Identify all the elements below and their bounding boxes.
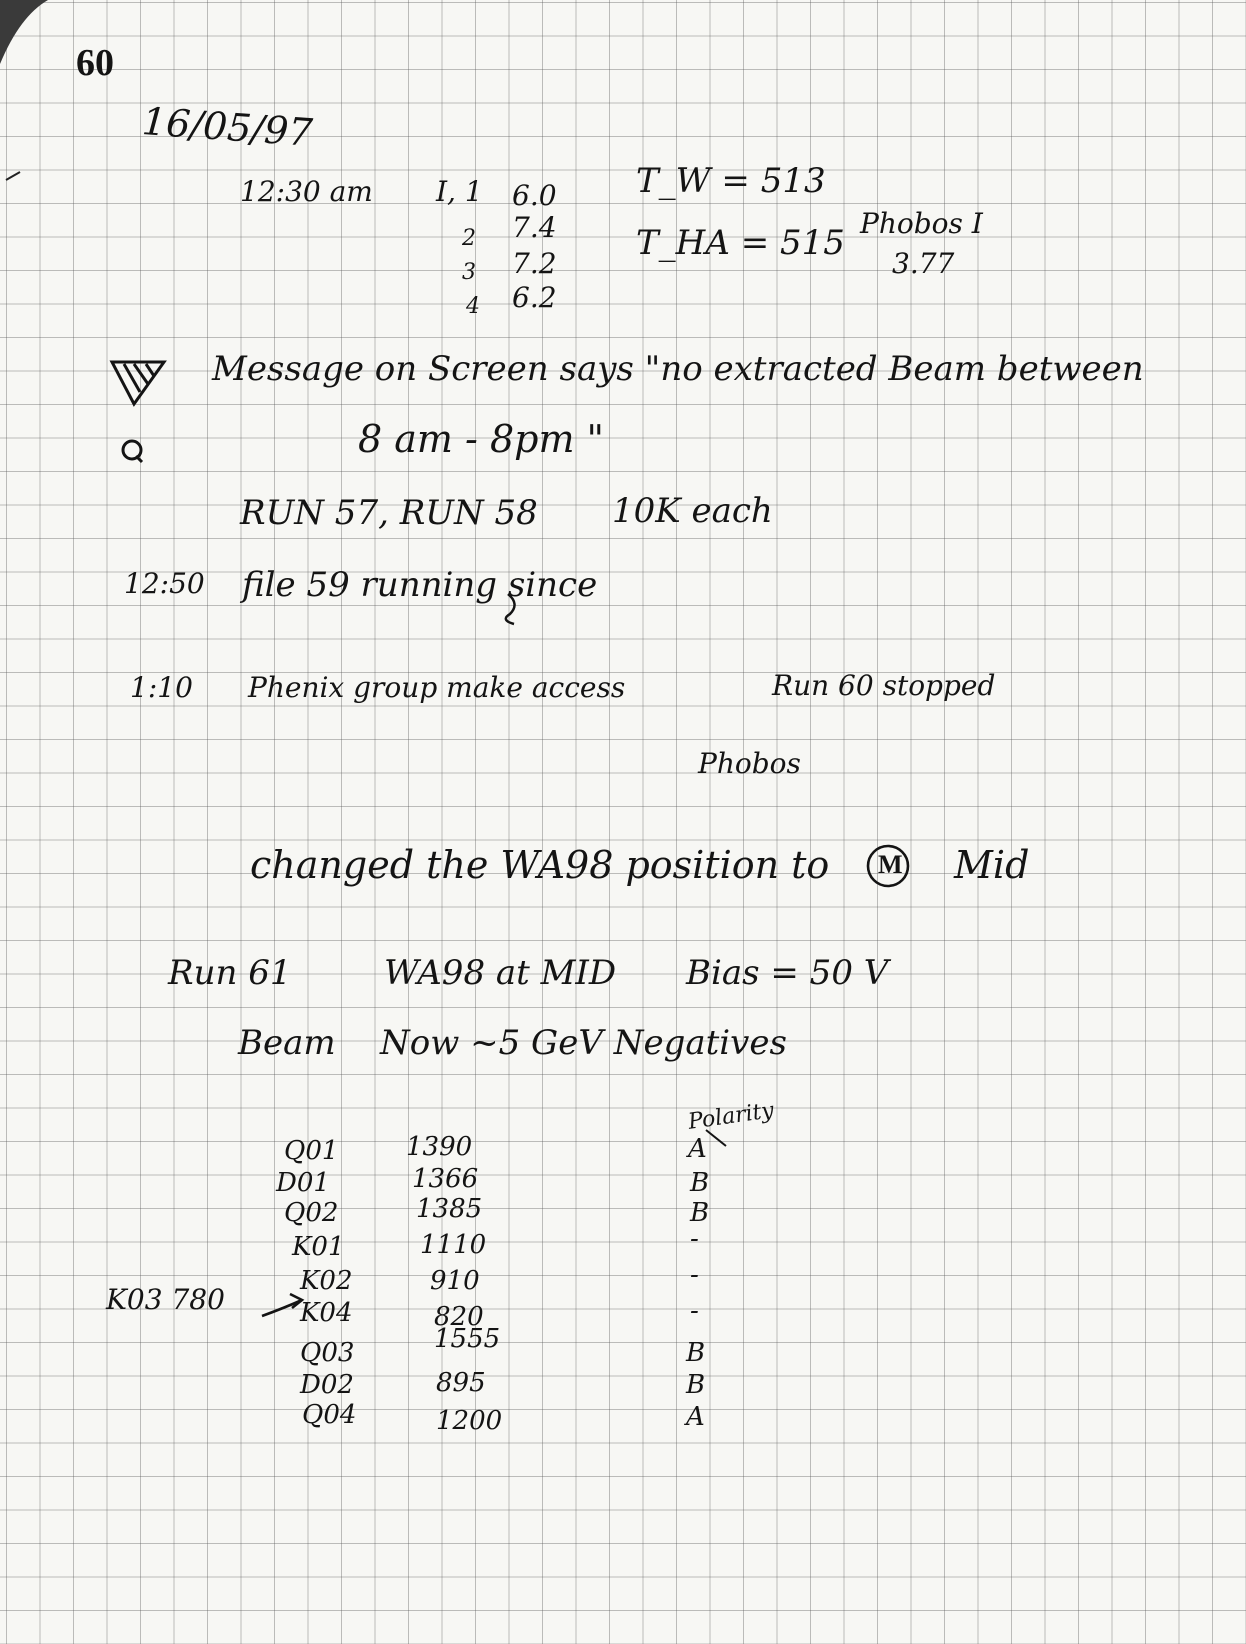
magnet-value: 1385 bbox=[416, 1194, 483, 1224]
magnet-polarity: B bbox=[686, 1338, 706, 1368]
magnet-name: Q02 bbox=[284, 1198, 339, 1228]
magnet-polarity: B bbox=[690, 1168, 710, 1198]
t-ha-reading: T_HA = 515 bbox=[636, 223, 845, 263]
magnet-name: Q03 bbox=[300, 1338, 355, 1368]
magnet-polarity: - bbox=[690, 1224, 699, 1254]
magnet-name: D02 bbox=[300, 1370, 354, 1400]
current-value-4: 6.2 bbox=[512, 281, 557, 314]
magnet-name: K01 bbox=[292, 1232, 345, 1262]
warning-triangle-icon bbox=[112, 362, 164, 404]
mid-text: Mid bbox=[954, 843, 1030, 887]
run61-wa98: WA98 at MID bbox=[384, 953, 617, 993]
run61-bias: Bias = 50 V bbox=[686, 953, 889, 993]
message-line-2: 8 am - 8pm " bbox=[358, 417, 605, 461]
current-value-3: 7.2 bbox=[512, 247, 557, 280]
current-label-4: 4 bbox=[466, 294, 480, 319]
beam-label: Beam bbox=[238, 1023, 336, 1063]
magnet-value: 1200 bbox=[436, 1406, 503, 1436]
entry-110-text: Phenix group make access bbox=[248, 671, 626, 704]
page-corner-shadow bbox=[0, 0, 48, 64]
date: 16/05/97 bbox=[140, 99, 314, 155]
entry-1250-text: file 59 running since bbox=[242, 565, 598, 605]
entry-110-time: 1:10 bbox=[130, 671, 193, 704]
magnet-value: 1110 bbox=[420, 1230, 487, 1260]
runs-count: 10K each bbox=[612, 491, 773, 531]
magnet-polarity: - bbox=[690, 1296, 699, 1326]
magnet-value: 1555 bbox=[434, 1324, 501, 1354]
margin-tick bbox=[6, 172, 20, 180]
entry-1250-time: 12:50 bbox=[124, 567, 205, 600]
page-number: 60 bbox=[76, 42, 114, 84]
magnet-value: 1366 bbox=[412, 1164, 479, 1194]
magnet-value: 910 bbox=[430, 1266, 480, 1296]
current-label-1: I, 1 bbox=[436, 175, 483, 208]
magnet-name: Q04 bbox=[302, 1400, 357, 1430]
beam-now-text: Now ~5 GeV Negatives bbox=[380, 1023, 787, 1063]
reading-time: 12:30 am bbox=[240, 175, 373, 208]
current-value-1: 6.0 bbox=[512, 179, 557, 212]
runs-text: RUN 57, RUN 58 bbox=[240, 493, 538, 533]
magnet-polarity: B bbox=[686, 1370, 706, 1400]
magnet-name: K04 bbox=[300, 1298, 353, 1328]
position-change-text: changed the WA98 position to bbox=[250, 843, 830, 887]
magnet-polarity: A bbox=[688, 1134, 707, 1164]
mid-circle-letter: M bbox=[878, 850, 903, 879]
magnet-polarity: - bbox=[690, 1260, 699, 1290]
phobos-note: Phobos bbox=[698, 747, 801, 780]
circled-q-mark-icon bbox=[123, 441, 142, 462]
magnet-value: 820 bbox=[434, 1302, 484, 1332]
magnet-polarity: A bbox=[686, 1402, 705, 1432]
current-value-2: 7.4 bbox=[512, 211, 557, 244]
phobos-label: Phobos I bbox=[860, 207, 983, 240]
t-w-reading: T_W = 513 bbox=[636, 161, 826, 201]
magnet-polarity: B bbox=[690, 1198, 710, 1228]
magnet-value: 895 bbox=[436, 1368, 486, 1398]
magnet-name: K02 bbox=[300, 1266, 353, 1296]
polarity-header: Polarity bbox=[686, 1098, 776, 1135]
magnet-name: Q01 bbox=[284, 1136, 339, 1166]
message-line-1: Message on Screen says "no extracted Beam between bbox=[212, 349, 1144, 389]
k03-arrow-icon bbox=[262, 1300, 302, 1316]
run61-label: Run 61 bbox=[168, 953, 292, 993]
current-label-2: 2 bbox=[462, 226, 476, 251]
magnet-name: D01 bbox=[276, 1168, 330, 1198]
phobos-value: 3.77 bbox=[892, 247, 955, 280]
k03-side-note: K03 780 bbox=[106, 1283, 225, 1316]
current-label-3: 3 bbox=[462, 260, 476, 285]
magnet-value: 1390 bbox=[406, 1132, 473, 1162]
run-stopped-text: Run 60 stopped bbox=[772, 669, 996, 702]
